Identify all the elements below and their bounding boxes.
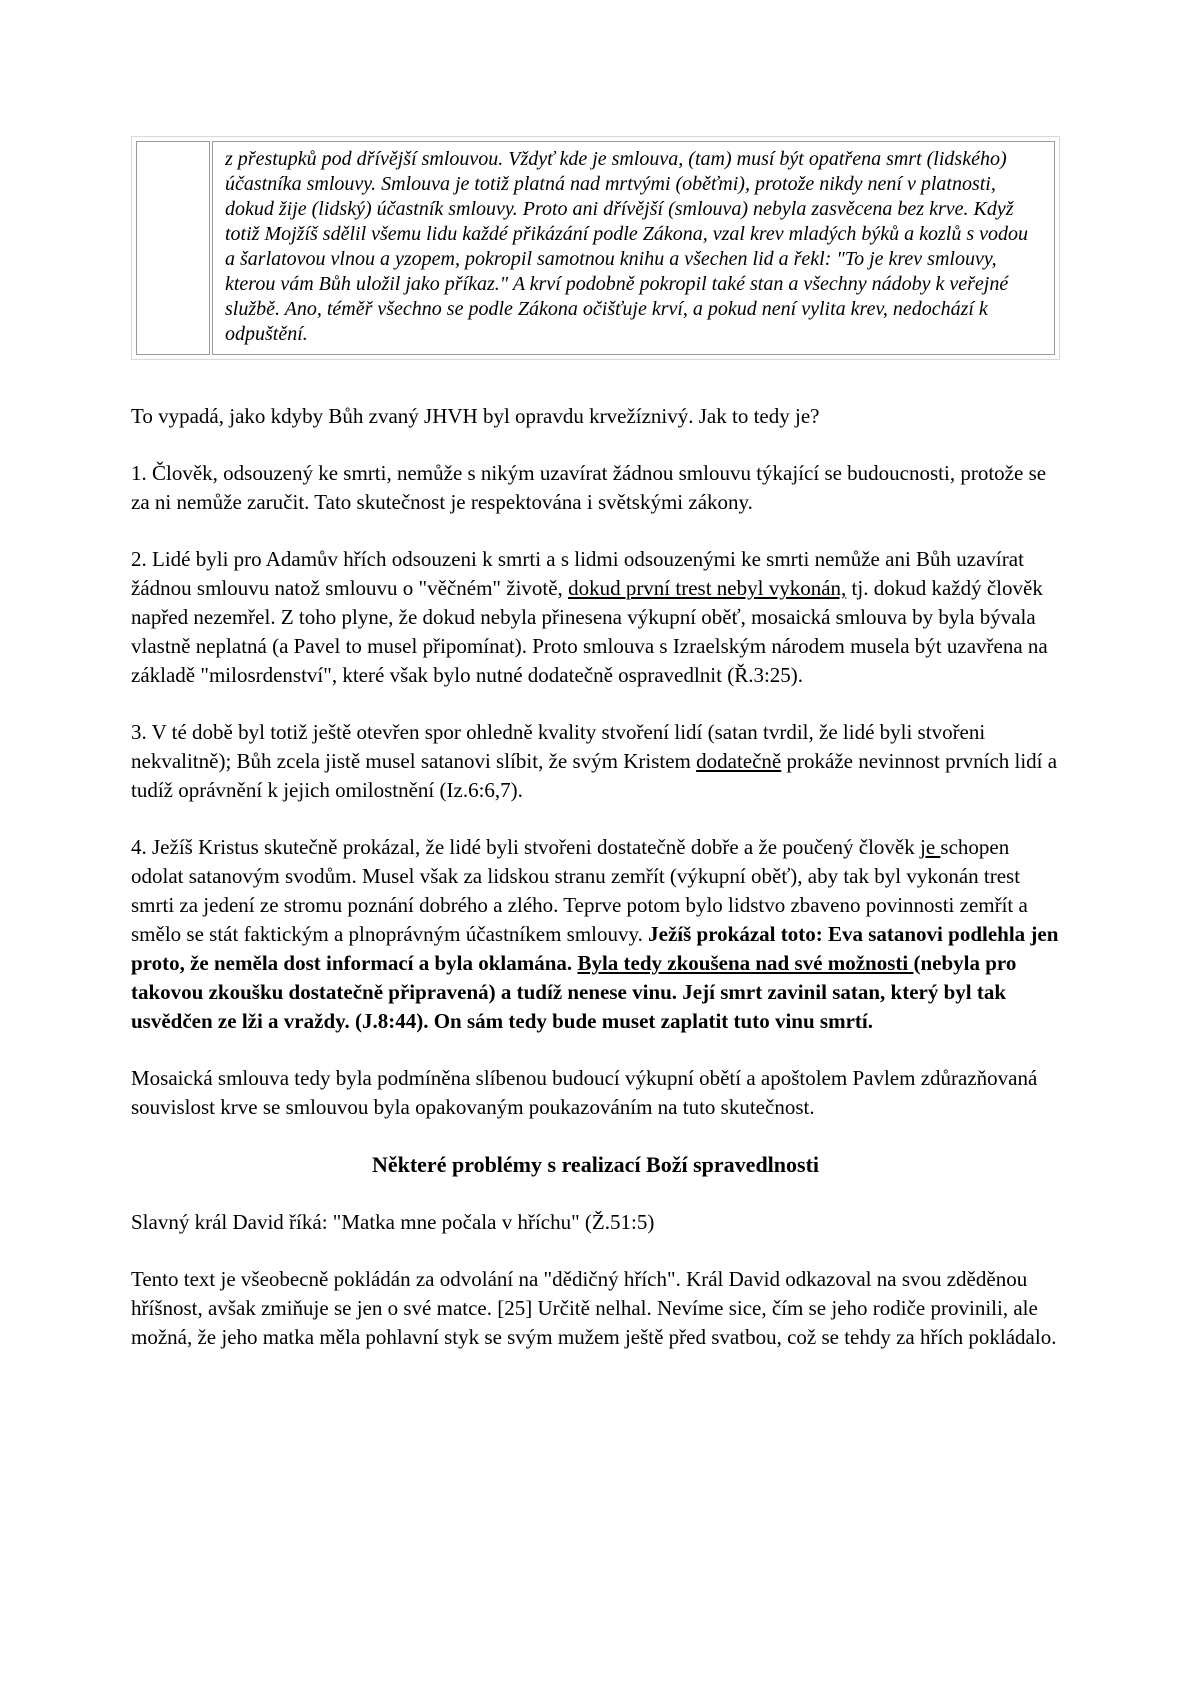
paragraph-closing: Tento text je všeobecně pokládán za odvolání na "dědičný hřích". Král David odkazoval na svou zděděnou hříšnost, avšak zmiňuje se jen o své matce. [25] Určitě nelhal. Nevíme sice, čím se jeho rodiče provinili, ale možná, že jeho matka měla pohlavní styk se svým mužem ještě před svatbou, což se tehdy za hřích pokládalo. bbox=[131, 1267, 1057, 1349]
quote-text: z přestupků pod dřívější smlouvou. Vždyť kde je smlouva, (tam) musí být opatřena smrt (lidského) účastníka smlouvy. Smlouva je totiž platná nad mrtvými (oběťmi), protože nikdy není v platnosti, dokud žije (lidský) účastník smlouvy. Proto ani dřívější (smlouva) nebyla zasvěcena bez krve. Když totiž Mojžíš sdělil všemu lidu každé přikázání podle Zákona, vzal krev mladých býků a kozlů s vodou a šarlatovou vlnou a yzopem, pokropil samotnou knihu a všechen lid a řekl: "To je krev smlouvy, kterou vám Bůh uložil jako příkaz." A krví podobně pokropil také stan a všechny nádoby k veřejné službě. Ano, téměř všechno se podle Zákona očišťuje krví, a pokud není vylita krev, nedochází k odpuštění. bbox=[212, 141, 1055, 355]
section-heading: Některé problémy s realizací Boží spravedlnosti bbox=[371, 1152, 820, 1177]
document-content bbox=[131, 136, 1060, 1380]
paragraph-point-3: 3. V té době byl totiž ještě otevřen spor ohledně kvality stvoření lidí (satan tvrdil, že lidé byli stvořeni nekvalitně); Bůh zcela jistě musel satanovi slíbit, že svým Kristem dodatečně prokáže nevinnost prvních lidí a tudíž oprávnění k jejich omilostnění (Iz.6:6,7). bbox=[131, 720, 1058, 802]
paragraph-point-4: 4. Ježíš Kristus skutečně prokázal, že lidé byli stvořeni dostatečně dobře a že poučený člověk je schopen odolat satanovým svodům. Musel však za lidskou stranu zemřít (výkupní oběť), aby tak byl vykonán trest smrti za jedení ze stromu poznání dobrého a zlého. Teprve potom bylo lidstvo zbaveno povinnosti zemřít a smělo se stát faktickým a plnoprávným účastníkem smlouvy. Ježíš prokázal toto: Eva satanovi podlehla jen proto, že neměla dost informací a byla oklamána. Byla tedy zkoušena nad své možnosti (nebyla pro takovou zkoušku dostatečně připravená) a tudíž nenese vinu. Její smrt zavinil satan, který byl tak usvědčen ze lži a vraždy. (J.8:44). On sám tedy bude muset zaplatit tuto vinu smrtí. bbox=[131, 835, 1059, 1033]
scripture-quote-box bbox=[131, 136, 1060, 360]
scripture-quote-table bbox=[136, 141, 1055, 355]
paragraph-mosaic-covenant: Mosaická smlouva tedy byla podmíněna slíbenou budoucí výkupní obětí a apoštolem Pavlem zdůrazňovaná souvislost krve se smlouvou byla opakovaným poukazováním na tuto skutečnost. bbox=[131, 1066, 1038, 1119]
paragraph-point-2: 2. Lidé byli pro Adamův hřích odsouzeni k smrti a s lidmi odsouzenými ke smrti nemůže ani Bůh uzavírat žádnou smlouvu natož smlouvu o "věčném" životě, dokud první trest nebyl vykonán, tj. dokud každý člověk napřed nezemřel. Z toho plyne, že dokud nebyla přinesena výkupní oběť, mosaická smlouva by byla bývala vlastně neplatná (a Pavel to musel připomínat). Proto smlouva s Izraelským národem musela být uzavřena na základě "milosrdenství", které však bylo nutné dodatečně ospravedlnit (Ř.3:25). bbox=[131, 547, 1048, 687]
quote-margin-cell bbox=[136, 141, 210, 355]
paragraph-david-quote: Slavný král David říká: "Matka mne počala v hříchu" (Ž.51:5) bbox=[131, 1210, 655, 1234]
paragraph-intro: To vypadá, jako kdyby Bůh zvaný JHVH byl opravdu krvežíznivý. Jak to tedy je? bbox=[131, 404, 820, 428]
paragraph-point-1: 1. Člověk, odsouzený ke smrti, nemůže s nikým uzavírat žádnou smlouvu týkající se budoucnosti, protože se za ni nemůže zaručit. Tato skutečnost je respektována i světskými zákony. bbox=[131, 461, 1047, 514]
